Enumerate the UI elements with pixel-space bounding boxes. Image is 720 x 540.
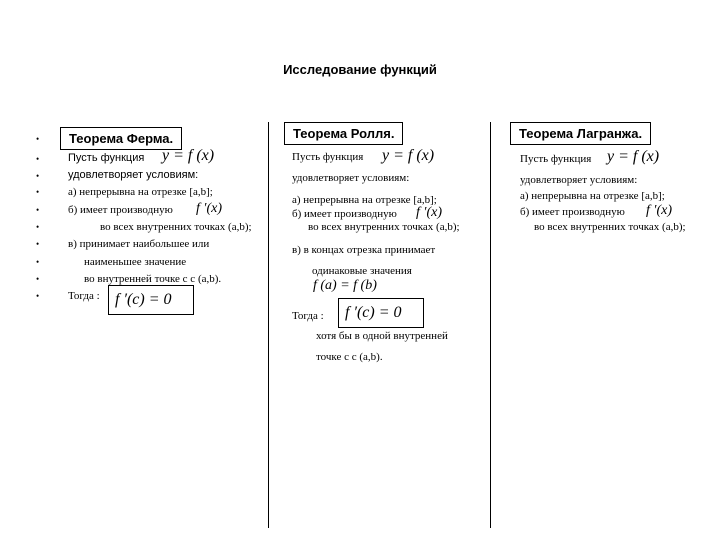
fermat-intro: Пусть функция bbox=[68, 152, 145, 164]
column-divider-left bbox=[268, 122, 269, 528]
bullet: • bbox=[36, 257, 40, 267]
lagrange-heading: Теорема Лагранжа. bbox=[510, 122, 651, 145]
bullet: • bbox=[36, 154, 40, 164]
rolle-condition-b: б) имеет производную bbox=[292, 208, 397, 220]
column-divider-right bbox=[490, 122, 491, 528]
rolle-heading: Теорема Ролля. bbox=[284, 122, 403, 145]
rolle-function: y = f (x) bbox=[382, 147, 435, 164]
bullet: • bbox=[36, 239, 40, 249]
fermat-condition-c2: наименьшее значение bbox=[84, 256, 187, 268]
lagrange-derivative: f ′(x) bbox=[646, 203, 672, 218]
rolle-equal-values: f (a) = f (b) bbox=[313, 278, 377, 293]
bullet: • bbox=[36, 134, 40, 144]
fermat-condition-b2: во всех внутренних точках (a,b); bbox=[100, 221, 252, 233]
bullet: • bbox=[36, 187, 40, 197]
lagrange-condition-b: б) имеет производную bbox=[520, 206, 625, 218]
lagrange-conditions-label: удовлетворяет условиям: bbox=[520, 174, 638, 186]
fermat-condition-c: в) принимает наибольшее или bbox=[68, 238, 210, 250]
bullet: • bbox=[36, 291, 40, 301]
fermat-function: y = f (x) bbox=[162, 147, 215, 164]
fermat-result: f ′(c) = 0 bbox=[108, 285, 194, 315]
rolle-derivative: f ′(x) bbox=[416, 205, 442, 220]
rolle-conclusion-2: точке c c (a,b). bbox=[316, 351, 383, 363]
fermat-then: Тогда : bbox=[68, 290, 100, 302]
rolle-condition-b2: во всех внутренних точках (a,b); bbox=[308, 221, 460, 233]
rolle-conclusion-1: хотя бы в одной внутренней bbox=[316, 330, 448, 342]
fermat-condition-c3: во внутренней точке c c (a,b). bbox=[84, 273, 222, 285]
lagrange-intro: Пусть функция bbox=[520, 153, 592, 165]
fermat-condition-b: б) имеет производную bbox=[68, 204, 173, 216]
fermat-conditions-label: удовлетворяет условиям: bbox=[68, 169, 199, 181]
bullet: • bbox=[36, 205, 40, 215]
bullet: • bbox=[36, 222, 40, 232]
lagrange-function: y = f (x) bbox=[607, 148, 660, 165]
lagrange-condition-a: а) непрерывна на отрезке [a,b]; bbox=[520, 190, 665, 202]
lagrange-condition-b2: во всех внутренних точках (a,b); bbox=[534, 221, 686, 233]
page-title: Исследование функций bbox=[283, 62, 437, 77]
fermat-derivative: f ′(x) bbox=[196, 201, 222, 216]
rolle-condition-c2: одинаковые значения bbox=[312, 265, 412, 277]
bullet: • bbox=[36, 171, 40, 181]
fermat-condition-a: а) непрерывна на отрезке [a,b]; bbox=[68, 186, 213, 198]
rolle-condition-a: а) непрерывна на отрезке [a,b]; bbox=[292, 194, 437, 206]
rolle-conditions-label: удовлетворяет условиям: bbox=[292, 172, 410, 184]
rolle-intro: Пусть функция bbox=[292, 151, 364, 163]
bullet: • bbox=[36, 274, 40, 284]
fermat-heading: Теорема Ферма. bbox=[60, 127, 182, 150]
rolle-then: Тогда : bbox=[292, 310, 324, 322]
rolle-result: f ′(c) = 0 bbox=[338, 298, 424, 328]
rolle-condition-c: в) в концах отрезка принимает bbox=[292, 244, 436, 256]
